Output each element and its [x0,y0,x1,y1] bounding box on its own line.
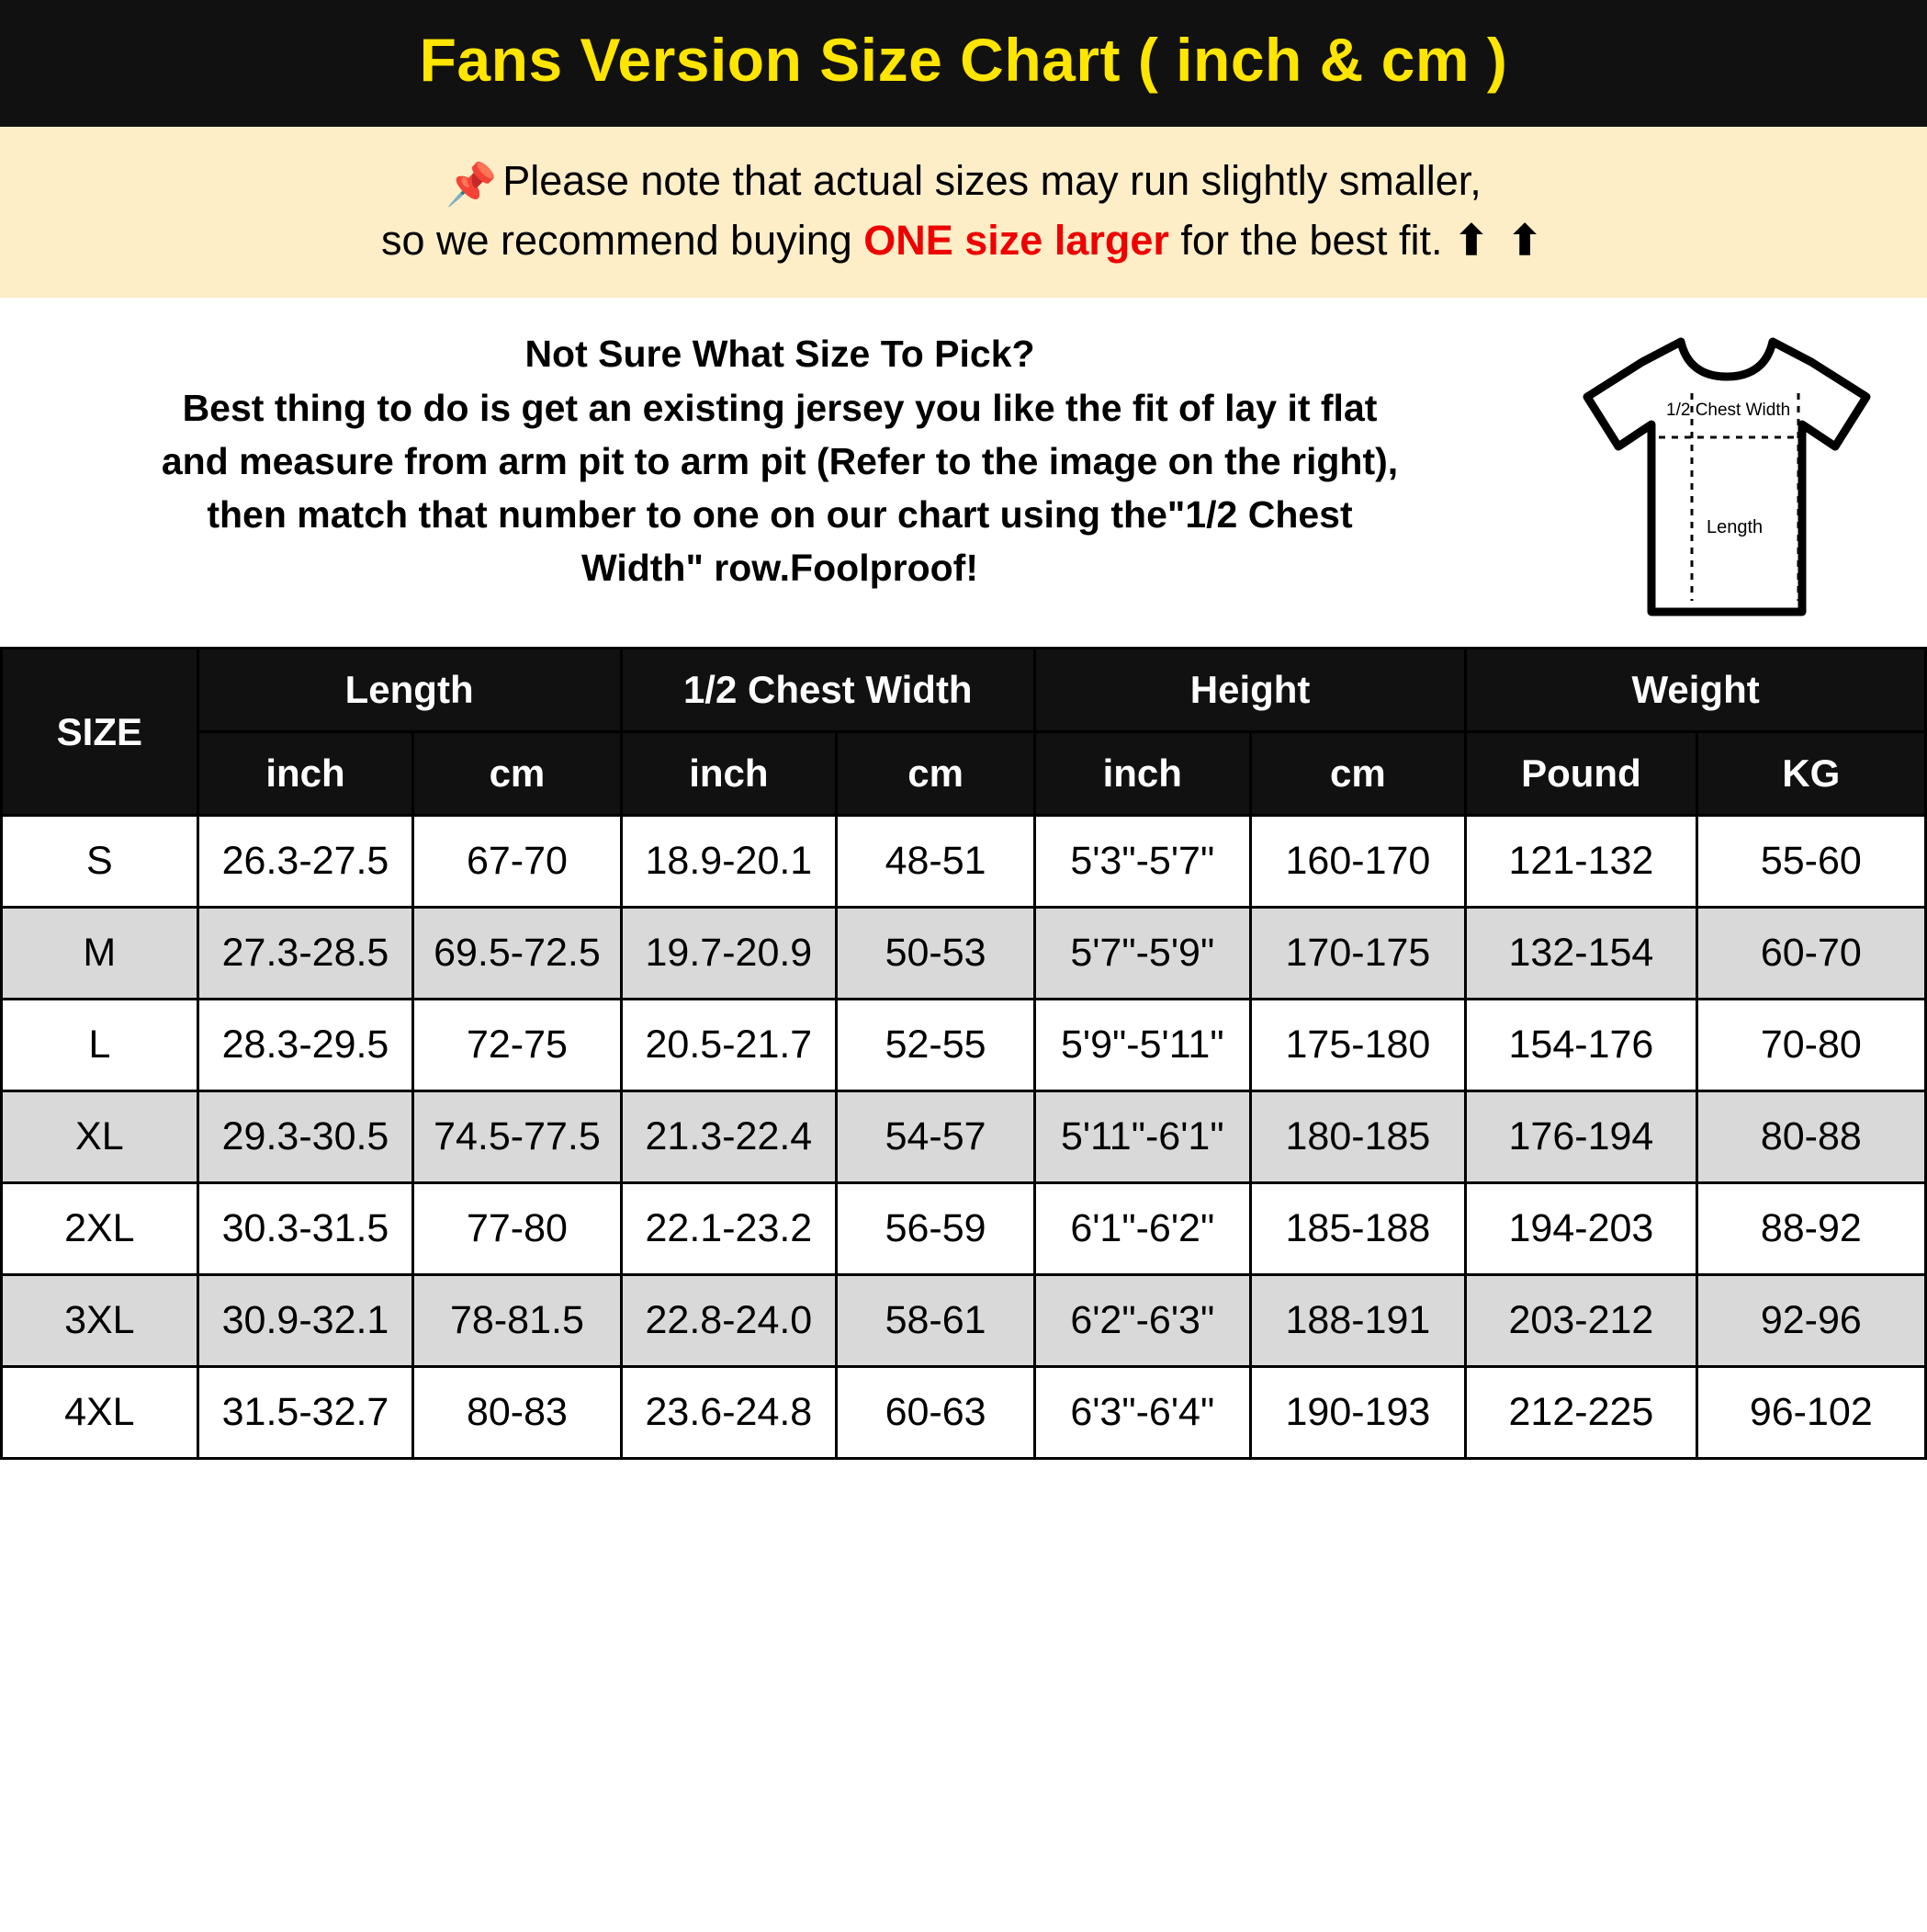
header-unit-weight-pound: Pound [1466,732,1696,816]
cell-value: 54-57 [837,1091,1035,1183]
cell-value: 132-154 [1466,908,1696,1000]
cell-value: 77-80 [413,1183,621,1275]
note-line-1 [18,151,1909,210]
cell-value: 154-176 [1466,1000,1696,1091]
cell-value: 50-53 [837,908,1035,1000]
cell-value: 29.3-30.5 [197,1091,413,1183]
note-text-1: Please note that actual sizes may run slightly smaller, [502,156,1482,204]
cell-value: 21.3-22.4 [621,1091,837,1183]
cell-value: 26.3-27.5 [197,816,413,908]
table-row [2,1000,1926,1091]
cell-value: 212-225 [1466,1367,1696,1459]
cell-value: 160-170 [1250,816,1466,908]
header-unit-height-cm: cm [1250,732,1466,816]
table-row [2,908,1926,1000]
cell-value: 69.5-72.5 [413,908,621,1000]
cell-size: 4XL [2,1367,198,1459]
cell-value: 74.5-77.5 [413,1091,621,1183]
cell-value: 80-88 [1696,1091,1925,1183]
chest-width-label: 1/2 Chest Width [1666,401,1791,421]
cell-value: 19.7-20.9 [621,908,837,1000]
cell-value: 5'11"-6'1" [1034,1091,1250,1183]
header-unit-height-inch: inch [1034,732,1250,816]
cell-size: XL [2,1091,198,1183]
table-row [2,1091,1926,1183]
length-label: Length [1707,517,1764,538]
table-head [2,649,1926,816]
cell-value: 52-55 [837,1000,1035,1091]
cell-value: 175-180 [1250,1000,1466,1091]
cell-value: 72-75 [413,1000,621,1091]
header-group-length: Length [197,649,621,732]
cell-value: 170-175 [1250,908,1466,1000]
cell-value: 194-203 [1466,1183,1696,1275]
tshirt-diagram [1543,322,1910,628]
table-body [2,816,1926,1459]
cell-value: 22.1-23.2 [621,1183,837,1275]
advice-line-4: Width" row.Foolproof! [581,547,978,590]
cell-value: 5'7"-5'9" [1034,908,1250,1000]
cell-value: 5'9"-5'11" [1034,1000,1250,1091]
cell-size: L [2,1000,198,1091]
cell-value: 55-60 [1696,816,1925,908]
cell-value: 6'2"-6'3" [1034,1275,1250,1367]
cell-value: 30.9-32.1 [197,1275,413,1367]
cell-value: 203-212 [1466,1275,1696,1367]
header-unit-length-cm: cm [413,732,621,816]
cell-value: 190-193 [1250,1367,1466,1459]
cell-value: 18.9-20.1 [621,816,837,908]
header-unit-weight-kg: KG [1696,732,1925,816]
measure-advice-section [0,298,1927,647]
cell-value: 48-51 [837,816,1035,908]
cell-value: 185-188 [1250,1183,1466,1275]
cell-value: 88-92 [1696,1183,1925,1275]
size-note-banner [0,127,1927,299]
cell-size: S [2,816,198,908]
header-unit-length-inch: inch [197,732,413,816]
advice-line-1: Best thing to do is get an existing jersey you like the fit of lay it flat [182,386,1378,429]
table-row [2,1183,1926,1275]
note-line-2 [18,210,1909,270]
cell-value: 6'1"-6'2" [1034,1183,1250,1275]
arrow-up-icon: ⬆ ⬆ [1454,217,1546,265]
header-unit-chest-inch: inch [621,732,837,816]
cell-value: 30.3-31.5 [197,1183,413,1275]
table-group-header-row [2,649,1926,732]
cell-value: 188-191 [1250,1275,1466,1367]
cell-value: 28.3-29.5 [197,1000,413,1091]
header-size: SIZE [2,649,198,816]
header-unit-chest-cm: cm [837,732,1035,816]
cell-value: 23.6-24.8 [621,1367,837,1459]
table-row [2,816,1926,908]
cell-value: 78-81.5 [413,1275,621,1367]
advice-line-2: and measure from arm pit to arm pit (Refer to the image on the right), [161,439,1399,482]
cell-value: 27.3-28.5 [197,908,413,1000]
note-text-2-post: for the best fit. [1168,217,1455,265]
cell-value: 176-194 [1466,1091,1696,1183]
cell-value: 180-185 [1250,1091,1466,1183]
cell-value: 6'3"-6'4" [1034,1367,1250,1459]
cell-value: 5'3"-5'7" [1034,816,1250,908]
cell-value: 70-80 [1696,1000,1925,1091]
tshirt-icon [1571,325,1883,628]
table-row [2,1367,1926,1459]
cell-value: 58-61 [837,1275,1035,1367]
cell-size: 3XL [2,1275,198,1367]
size-table [0,647,1927,1460]
table-row [2,1275,1926,1367]
header-group-height: Height [1034,649,1465,732]
cell-value: 80-83 [413,1367,621,1459]
table-unit-header-row [2,732,1926,816]
cell-value: 96-102 [1696,1367,1925,1459]
cell-size: M [2,908,198,1000]
advice-line-3: then match that number to one on our chart using the"1/2 Chest [207,493,1353,537]
advice-text-block [17,322,1543,594]
header-group-chest-width: 1/2 Chest Width [621,649,1034,732]
cell-value: 22.8-24.0 [621,1275,837,1367]
cell-value: 67-70 [413,816,621,908]
cell-size: 2XL [2,1183,198,1275]
pin-icon: 📌 [445,160,498,208]
note-highlight: ONE size larger [863,217,1169,265]
cell-value: 92-96 [1696,1275,1925,1367]
cell-value: 20.5-21.7 [621,1000,837,1091]
cell-value: 60-70 [1696,908,1925,1000]
cell-value: 31.5-32.7 [197,1367,413,1459]
cell-value: 121-132 [1466,816,1696,908]
cell-value: 60-63 [837,1367,1035,1459]
note-text-2-pre: so we recommend buying [381,217,864,265]
advice-headline: Not Sure What Size To Pick? [524,333,1035,376]
header-group-weight: Weight [1466,649,1926,732]
cell-value: 56-59 [837,1183,1035,1275]
page-title: Fans Version Size Chart ( inch & cm ) [0,0,1927,127]
